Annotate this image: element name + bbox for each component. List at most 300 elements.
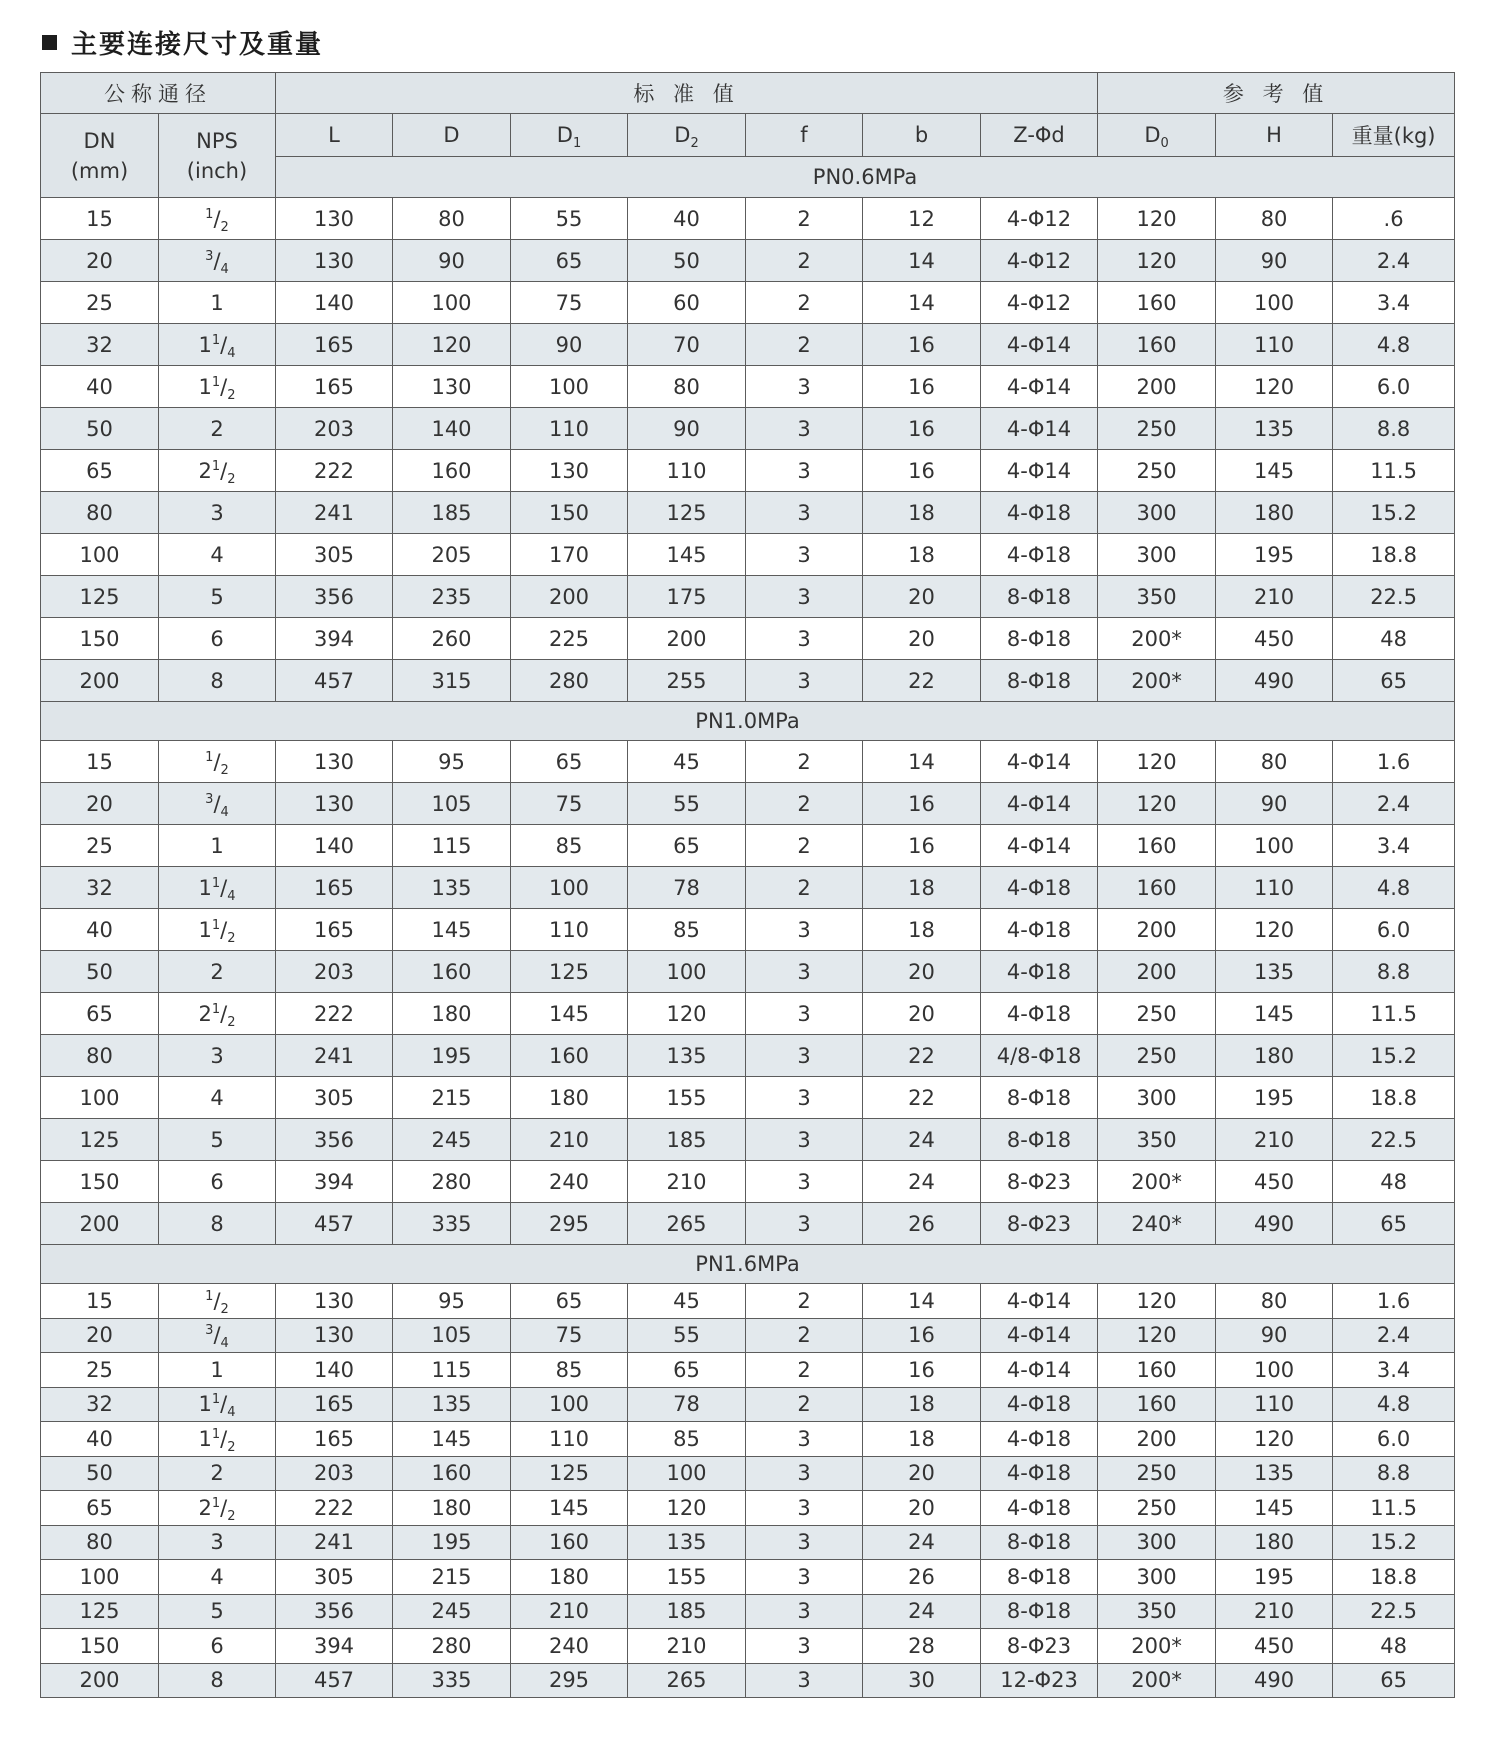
- table-row: [41, 993, 1455, 1035]
- cell-d1: 295: [511, 1663, 628, 1698]
- cell-d0: 120: [1098, 741, 1216, 783]
- cell-h: 490: [1216, 1203, 1333, 1245]
- cell-d: 160: [393, 951, 511, 993]
- cell-f: 3: [746, 1491, 863, 1526]
- cell-nps: $1^1/_4$: [159, 867, 276, 909]
- table-row: [41, 1318, 1455, 1353]
- cell-d0: 120: [1098, 198, 1216, 240]
- cell-b: 14: [863, 741, 981, 783]
- cell-d0: 250: [1098, 993, 1216, 1035]
- table-row: [41, 1387, 1455, 1422]
- cell-l: 165: [276, 366, 393, 408]
- cell-l: 241: [276, 1035, 393, 1077]
- cell-d0: 300: [1098, 1525, 1216, 1560]
- cell-z-phi-d: 8-Φ18: [981, 576, 1098, 618]
- cell-nps: 4: [159, 534, 276, 576]
- cell-z-phi-d: 4-Φ18: [981, 951, 1098, 993]
- cell-h: 180: [1216, 492, 1333, 534]
- cell-weight: 48: [1333, 1629, 1455, 1664]
- cell-f: 2: [746, 324, 863, 366]
- cell-d0: 160: [1098, 1353, 1216, 1388]
- cell-f: 2: [746, 825, 863, 867]
- cell-b: 16: [863, 825, 981, 867]
- cell-dn: 40: [41, 909, 159, 951]
- cell-d: 90: [393, 240, 511, 282]
- cell-z-phi-d: 8-Φ18: [981, 1560, 1098, 1595]
- cell-weight: 6.0: [1333, 366, 1455, 408]
- cell-weight: 6.0: [1333, 1422, 1455, 1457]
- cell-d0: 200*: [1098, 660, 1216, 702]
- cell-z-phi-d: 4-Φ14: [981, 450, 1098, 492]
- cell-d0: 350: [1098, 1594, 1216, 1629]
- cell-b: 14: [863, 240, 981, 282]
- cell-d1: 180: [511, 1560, 628, 1595]
- cell-d0: 250: [1098, 408, 1216, 450]
- cell-d1: 75: [511, 1318, 628, 1353]
- cell-d0: 300: [1098, 1077, 1216, 1119]
- cell-l: 203: [276, 951, 393, 993]
- cell-weight: 4.8: [1333, 1387, 1455, 1422]
- cell-b: 16: [863, 408, 981, 450]
- header-nominal-diameter: 公称通径: [41, 73, 276, 114]
- cell-h: 135: [1216, 951, 1333, 993]
- cell-h: 180: [1216, 1525, 1333, 1560]
- cell-h: 100: [1216, 1353, 1333, 1388]
- cell-dn: 50: [41, 408, 159, 450]
- cell-l: 241: [276, 492, 393, 534]
- cell-z-phi-d: 4-Φ18: [981, 1422, 1098, 1457]
- cell-d: 315: [393, 660, 511, 702]
- section-row: [41, 702, 1455, 741]
- cell-z-phi-d: 4-Φ18: [981, 1387, 1098, 1422]
- cell-weight: 48: [1333, 618, 1455, 660]
- cell-d2: 175: [628, 576, 746, 618]
- cell-h: 490: [1216, 1663, 1333, 1698]
- cell-d1: 75: [511, 282, 628, 324]
- table-row: [41, 324, 1455, 366]
- cell-l: 130: [276, 1284, 393, 1319]
- cell-d: 215: [393, 1077, 511, 1119]
- cell-d1: 100: [511, 867, 628, 909]
- cell-l: 165: [276, 1422, 393, 1457]
- cell-dn: 100: [41, 1077, 159, 1119]
- cell-dn: 20: [41, 1318, 159, 1353]
- cell-d1: 125: [511, 1456, 628, 1491]
- cell-f: 3: [746, 1594, 863, 1629]
- cell-l: 305: [276, 1077, 393, 1119]
- cell-d2: 135: [628, 1525, 746, 1560]
- cell-b: 16: [863, 1353, 981, 1388]
- header-weight: 重量(kg): [1333, 114, 1455, 157]
- cell-l: 457: [276, 1203, 393, 1245]
- table-row: [41, 1491, 1455, 1526]
- table-row: [41, 1284, 1455, 1319]
- table-row: [41, 1456, 1455, 1491]
- cell-h: 145: [1216, 993, 1333, 1035]
- cell-nps: 3: [159, 492, 276, 534]
- cell-f: 3: [746, 534, 863, 576]
- cell-weight: 3.4: [1333, 282, 1455, 324]
- cell-weight: 65: [1333, 660, 1455, 702]
- cell-d0: 250: [1098, 1491, 1216, 1526]
- header-standard-values: 标 准 值: [276, 73, 1098, 114]
- cell-weight: .6: [1333, 198, 1455, 240]
- cell-d: 160: [393, 450, 511, 492]
- cell-nps: 5: [159, 1119, 276, 1161]
- cell-z-phi-d: 4-Φ14: [981, 1284, 1098, 1319]
- cell-nps: $2^1/_2$: [159, 993, 276, 1035]
- cell-dn: 20: [41, 240, 159, 282]
- cell-d0: 300: [1098, 492, 1216, 534]
- cell-weight: 3.4: [1333, 825, 1455, 867]
- cell-b: 12: [863, 198, 981, 240]
- cell-weight: 8.8: [1333, 951, 1455, 993]
- cell-l: 222: [276, 450, 393, 492]
- cell-f: 3: [746, 993, 863, 1035]
- cell-weight: 3.4: [1333, 1353, 1455, 1388]
- cell-weight: 65: [1333, 1663, 1455, 1698]
- cell-d0: 200*: [1098, 1161, 1216, 1203]
- cell-l: 165: [276, 1387, 393, 1422]
- cell-d2: 185: [628, 1119, 746, 1161]
- cell-d: 100: [393, 282, 511, 324]
- cell-b: 14: [863, 1284, 981, 1319]
- cell-weight: 18.8: [1333, 1077, 1455, 1119]
- cell-dn: 80: [41, 1035, 159, 1077]
- cell-d: 130: [393, 366, 511, 408]
- cell-z-phi-d: 8-Φ18: [981, 1525, 1098, 1560]
- cell-dn: 15: [41, 1284, 159, 1319]
- cell-nps: $2^1/_2$: [159, 450, 276, 492]
- cell-h: 180: [1216, 1035, 1333, 1077]
- cell-d0: 200: [1098, 1422, 1216, 1457]
- cell-d2: 265: [628, 1663, 746, 1698]
- header-reference-values: 参 考 值: [1098, 73, 1455, 114]
- cell-z-phi-d: 4-Φ14: [981, 783, 1098, 825]
- table-row: [41, 1161, 1455, 1203]
- cell-z-phi-d: 8-Φ18: [981, 618, 1098, 660]
- cell-d2: 60: [628, 282, 746, 324]
- cell-d1: 110: [511, 909, 628, 951]
- cell-f: 2: [746, 867, 863, 909]
- cell-h: 450: [1216, 1629, 1333, 1664]
- cell-f: 2: [746, 783, 863, 825]
- table-row: [41, 951, 1455, 993]
- cell-b: 20: [863, 951, 981, 993]
- cell-h: 120: [1216, 909, 1333, 951]
- cell-h: 90: [1216, 1318, 1333, 1353]
- cell-d2: 50: [628, 240, 746, 282]
- cell-dn: 25: [41, 282, 159, 324]
- cell-nps: 4: [159, 1077, 276, 1119]
- cell-d1: 200: [511, 576, 628, 618]
- cell-z-phi-d: 4-Φ12: [981, 198, 1098, 240]
- cell-z-phi-d: 4-Φ14: [981, 741, 1098, 783]
- cell-weight: 15.2: [1333, 492, 1455, 534]
- cell-h: 90: [1216, 783, 1333, 825]
- cell-nps: $2^1/_2$: [159, 1491, 276, 1526]
- cell-b: 28: [863, 1629, 981, 1664]
- cell-d: 80: [393, 198, 511, 240]
- cell-b: 24: [863, 1525, 981, 1560]
- cell-nps: $^1/_2$: [159, 1284, 276, 1319]
- cell-b: 18: [863, 534, 981, 576]
- table-row: [41, 825, 1455, 867]
- cell-d: 335: [393, 1203, 511, 1245]
- cell-b: 20: [863, 618, 981, 660]
- cell-d2: 210: [628, 1161, 746, 1203]
- cell-z-phi-d: 8-Φ18: [981, 1119, 1098, 1161]
- cell-d: 95: [393, 1284, 511, 1319]
- cell-f: 3: [746, 1161, 863, 1203]
- cell-l: 130: [276, 783, 393, 825]
- cell-d1: 280: [511, 660, 628, 702]
- cell-dn: 125: [41, 576, 159, 618]
- header-d1: $D_1$: [511, 114, 628, 157]
- cell-l: 165: [276, 324, 393, 366]
- cell-weight: 4.8: [1333, 324, 1455, 366]
- cell-nps: $1^1/_2$: [159, 909, 276, 951]
- cell-h: 80: [1216, 741, 1333, 783]
- cell-b: 16: [863, 366, 981, 408]
- cell-nps: $^1/_2$: [159, 741, 276, 783]
- cell-z-phi-d: 4-Φ18: [981, 1456, 1098, 1491]
- cell-dn: 32: [41, 867, 159, 909]
- cell-h: 145: [1216, 1491, 1333, 1526]
- cell-d0: 160: [1098, 324, 1216, 366]
- cell-l: 457: [276, 660, 393, 702]
- cell-z-phi-d: 4-Φ18: [981, 492, 1098, 534]
- section-header-pn1-0mpa: PN1.0MPa: [41, 702, 1455, 741]
- cell-b: 20: [863, 1456, 981, 1491]
- cell-f: 3: [746, 408, 863, 450]
- cell-nps: $^3/_4$: [159, 783, 276, 825]
- cell-nps: $1^1/_4$: [159, 1387, 276, 1422]
- cell-z-phi-d: 8-Φ18: [981, 660, 1098, 702]
- cell-b: 22: [863, 1077, 981, 1119]
- cell-z-phi-d: 8-Φ23: [981, 1161, 1098, 1203]
- cell-h: 450: [1216, 1161, 1333, 1203]
- cell-dn: 25: [41, 1353, 159, 1388]
- cell-d1: 145: [511, 1491, 628, 1526]
- page-title-text: 主要连接尺寸及重量: [71, 30, 324, 60]
- cell-f: 3: [746, 366, 863, 408]
- cell-nps: 2: [159, 951, 276, 993]
- cell-d: 185: [393, 492, 511, 534]
- cell-b: 24: [863, 1161, 981, 1203]
- table-row: [41, 450, 1455, 492]
- cell-d0: 160: [1098, 282, 1216, 324]
- cell-nps: 2: [159, 408, 276, 450]
- cell-h: 110: [1216, 867, 1333, 909]
- cell-d1: 150: [511, 492, 628, 534]
- cell-l: 130: [276, 1318, 393, 1353]
- cell-d2: 110: [628, 450, 746, 492]
- cell-l: 130: [276, 240, 393, 282]
- cell-b: 16: [863, 324, 981, 366]
- table-body: [41, 198, 1455, 1698]
- cell-d2: 78: [628, 867, 746, 909]
- header-nps-label: NPS: [196, 128, 238, 153]
- table-row: [41, 1119, 1455, 1161]
- table-row: [41, 1629, 1455, 1664]
- cell-d2: 155: [628, 1560, 746, 1595]
- cell-b: 16: [863, 1318, 981, 1353]
- cell-d: 115: [393, 1353, 511, 1388]
- cell-dn: 40: [41, 366, 159, 408]
- cell-d: 145: [393, 1422, 511, 1457]
- cell-d1: 240: [511, 1161, 628, 1203]
- cell-z-phi-d: 4-Φ14: [981, 366, 1098, 408]
- cell-d: 135: [393, 867, 511, 909]
- cell-weight: 65: [1333, 1203, 1455, 1245]
- cell-d: 105: [393, 1318, 511, 1353]
- cell-weight: 6.0: [1333, 909, 1455, 951]
- cell-f: 3: [746, 1119, 863, 1161]
- cell-weight: 11.5: [1333, 1491, 1455, 1526]
- cell-d0: 160: [1098, 1387, 1216, 1422]
- cell-d2: 40: [628, 198, 746, 240]
- cell-d2: 45: [628, 1284, 746, 1319]
- table-row: [41, 618, 1455, 660]
- cell-l: 356: [276, 1119, 393, 1161]
- cell-nps: 3: [159, 1525, 276, 1560]
- cell-d1: 90: [511, 324, 628, 366]
- cell-weight: 4.8: [1333, 867, 1455, 909]
- cell-d: 335: [393, 1663, 511, 1698]
- cell-d: 135: [393, 1387, 511, 1422]
- cell-d: 245: [393, 1119, 511, 1161]
- cell-dn: 65: [41, 1491, 159, 1526]
- cell-dn: 150: [41, 1629, 159, 1664]
- cell-l: 457: [276, 1663, 393, 1698]
- cell-d2: 120: [628, 993, 746, 1035]
- cell-l: 165: [276, 867, 393, 909]
- cell-z-phi-d: 8-Φ18: [981, 1594, 1098, 1629]
- table-row: [41, 408, 1455, 450]
- cell-d2: 70: [628, 324, 746, 366]
- cell-d1: 110: [511, 408, 628, 450]
- cell-dn: 100: [41, 1560, 159, 1595]
- cell-f: 2: [746, 198, 863, 240]
- cell-d0: 120: [1098, 1284, 1216, 1319]
- cell-dn: 40: [41, 1422, 159, 1457]
- cell-l: 140: [276, 1353, 393, 1388]
- table-row: [41, 1077, 1455, 1119]
- cell-d: 280: [393, 1161, 511, 1203]
- cell-nps: 6: [159, 618, 276, 660]
- cell-d2: 65: [628, 825, 746, 867]
- cell-l: 203: [276, 1456, 393, 1491]
- header-f: f: [746, 114, 863, 157]
- cell-f: 2: [746, 1284, 863, 1319]
- cell-z-phi-d: 4-Φ14: [981, 408, 1098, 450]
- cell-z-phi-d: 4-Φ18: [981, 993, 1098, 1035]
- header-dn-unit: (mm): [70, 158, 129, 183]
- cell-d: 180: [393, 993, 511, 1035]
- section-row: [41, 1245, 1455, 1284]
- cell-b: 18: [863, 1422, 981, 1457]
- cell-nps: 8: [159, 660, 276, 702]
- cell-weight: 1.6: [1333, 1284, 1455, 1319]
- cell-weight: 2.4: [1333, 1318, 1455, 1353]
- cell-d2: 255: [628, 660, 746, 702]
- cell-f: 2: [746, 240, 863, 282]
- cell-z-phi-d: 4-Φ14: [981, 825, 1098, 867]
- cell-z-phi-d: 12-Φ23: [981, 1663, 1098, 1698]
- cell-b: 18: [863, 867, 981, 909]
- cell-d1: 210: [511, 1119, 628, 1161]
- cell-d1: 225: [511, 618, 628, 660]
- cell-dn: 20: [41, 783, 159, 825]
- cell-d0: 200: [1098, 366, 1216, 408]
- cell-l: 394: [276, 1161, 393, 1203]
- cell-d1: 240: [511, 1629, 628, 1664]
- cell-weight: 48: [1333, 1161, 1455, 1203]
- cell-h: 450: [1216, 618, 1333, 660]
- cell-d1: 170: [511, 534, 628, 576]
- cell-h: 195: [1216, 534, 1333, 576]
- cell-h: 90: [1216, 240, 1333, 282]
- cell-d: 280: [393, 1629, 511, 1664]
- cell-b: 22: [863, 1035, 981, 1077]
- header-dn-label: DN: [83, 128, 116, 153]
- cell-d: 120: [393, 324, 511, 366]
- cell-d2: 120: [628, 1491, 746, 1526]
- cell-dn: 125: [41, 1594, 159, 1629]
- cell-dn: 50: [41, 1456, 159, 1491]
- dimension-weight-table: [40, 72, 1455, 1698]
- cell-nps: 8: [159, 1203, 276, 1245]
- cell-l: 222: [276, 1491, 393, 1526]
- cell-dn: 150: [41, 1161, 159, 1203]
- cell-f: 3: [746, 1629, 863, 1664]
- cell-d1: 110: [511, 1422, 628, 1457]
- cell-d2: 100: [628, 1456, 746, 1491]
- cell-d0: 300: [1098, 534, 1216, 576]
- cell-d1: 75: [511, 783, 628, 825]
- cell-d2: 85: [628, 1422, 746, 1457]
- cell-dn: 50: [41, 951, 159, 993]
- cell-d1: 65: [511, 1284, 628, 1319]
- cell-z-phi-d: 4-Φ18: [981, 867, 1098, 909]
- table-row: [41, 1422, 1455, 1457]
- cell-z-phi-d: 8-Φ23: [981, 1203, 1098, 1245]
- cell-d1: 55: [511, 198, 628, 240]
- cell-d0: 200*: [1098, 618, 1216, 660]
- header-l: L: [276, 114, 393, 157]
- cell-d2: 90: [628, 408, 746, 450]
- cell-z-phi-d: 8-Φ18: [981, 1077, 1098, 1119]
- cell-d2: 135: [628, 1035, 746, 1077]
- cell-h: 110: [1216, 324, 1333, 366]
- cell-l: 305: [276, 534, 393, 576]
- cell-weight: 2.4: [1333, 240, 1455, 282]
- cell-f: 3: [746, 618, 863, 660]
- cell-nps: 1: [159, 825, 276, 867]
- cell-d1: 125: [511, 951, 628, 993]
- cell-h: 210: [1216, 576, 1333, 618]
- cell-h: 80: [1216, 198, 1333, 240]
- cell-weight: 22.5: [1333, 576, 1455, 618]
- cell-d2: 55: [628, 783, 746, 825]
- cell-l: 222: [276, 993, 393, 1035]
- cell-nps: 5: [159, 576, 276, 618]
- cell-d2: 80: [628, 366, 746, 408]
- cell-d2: 85: [628, 909, 746, 951]
- cell-d1: 160: [511, 1525, 628, 1560]
- cell-dn: 125: [41, 1119, 159, 1161]
